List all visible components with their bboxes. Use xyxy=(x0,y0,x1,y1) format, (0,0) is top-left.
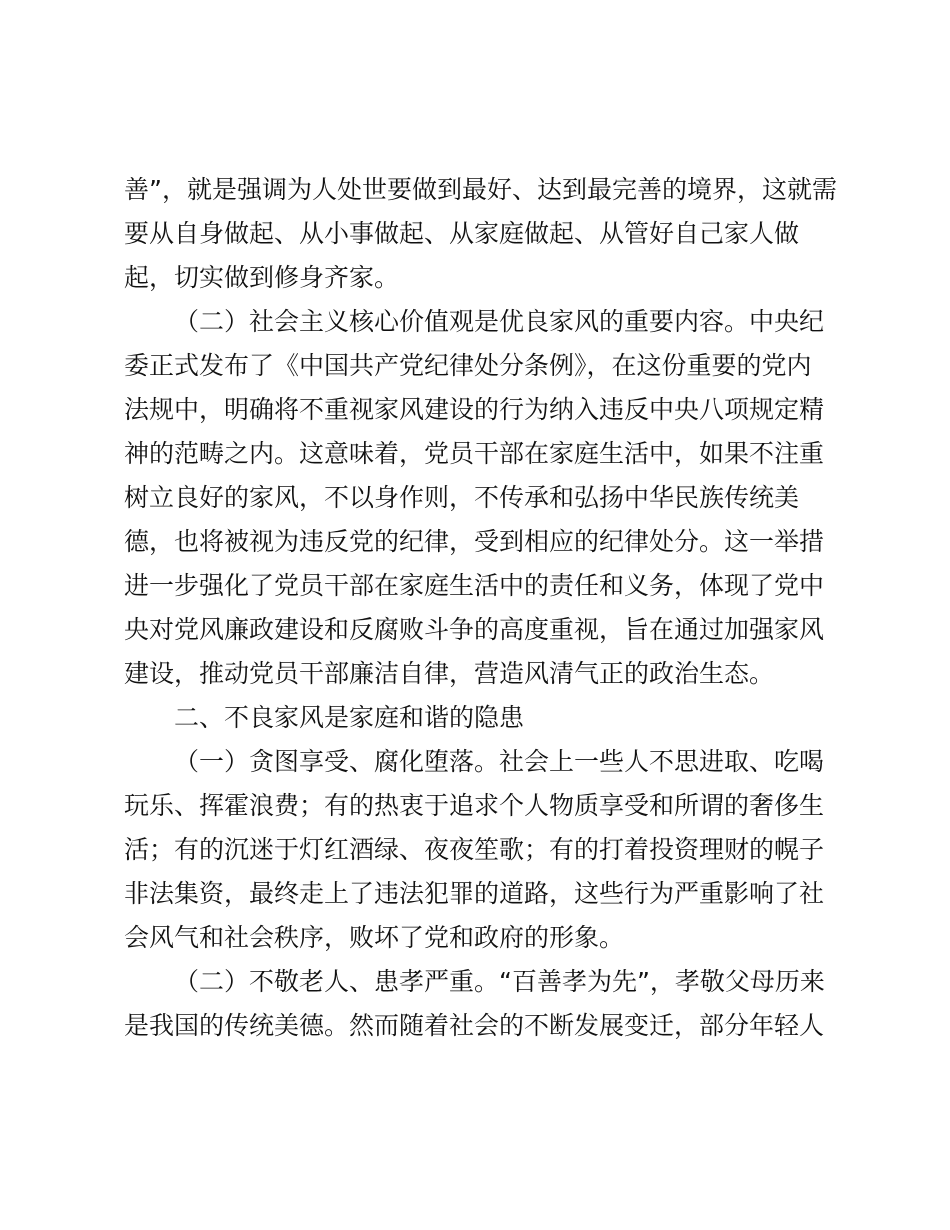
section-heading: 二、不良家风是家庭和谐的隐患 xyxy=(174,703,525,732)
text-line: 德，也将被视为违反党的纪律，受到相应的纪律处分。这一举措 xyxy=(124,527,825,556)
text-line: 活；有的沉迷于灯红酒绿、夜夜笙歌；有的打着投资理财的幌子 xyxy=(124,835,825,864)
paragraph-heading-line: （二）社会主义核心价值观是优良家风的重要内容。中央纪 xyxy=(174,307,825,336)
text-line: 神的范畴之内。这意味着，党员干部在家庭生活中，如果不注重 xyxy=(124,439,825,468)
text-line: 要从自身做起、从小事做起、从家庭做起、从管好自己家人做 xyxy=(124,219,800,248)
text-line: 会风气和社会秩序，败坏了党和政府的形象。 xyxy=(124,923,625,952)
text-line: 法规中，明确将不重视家风建设的行为纳入违反中央八项规定精 xyxy=(124,395,825,424)
paragraph-heading-line: （二）不敬老人、患孝严重。“百善孝为先”，孝敬父母历来 xyxy=(174,967,825,996)
text-line: 树立良好的家风，不以身作则，不传承和弘扬中华民族传统美 xyxy=(124,483,800,512)
text-line: 善”，就是强调为人处世要做到最好、达到最完善的境界，这就需 xyxy=(124,175,837,204)
text-line: 起，切实做到修身齐家。 xyxy=(124,263,400,292)
text-line: 非法集资，最终走上了违法犯罪的道路，这些行为严重影响了社 xyxy=(124,879,825,908)
text-line: 玩乐、挥霍浪费；有的热衷于追求个人物质享受和所谓的奢侈生 xyxy=(124,791,825,820)
text-line: 委正式发布了《中国共产党纪律处分条例》，在这份重要的党内 xyxy=(124,351,812,380)
paragraph-heading-line: （一）贪图享受、腐化堕落。社会上一些人不思进取、吃喝 xyxy=(174,747,825,776)
text-line: 央对党风廉政建设和反腐败斗争的高度重视，旨在通过加强家风 xyxy=(124,615,825,644)
text-line: 进一步强化了党员干部在家庭生活中的责任和义务，体现了党中 xyxy=(124,571,825,600)
text-line: 建设，推动党员干部廉洁自律，营造风清气正的政治生态。 xyxy=(124,659,775,688)
text-line: 是我国的传统美德。然而随着社会的不断发展变迁，部分年轻人 xyxy=(124,1011,825,1040)
